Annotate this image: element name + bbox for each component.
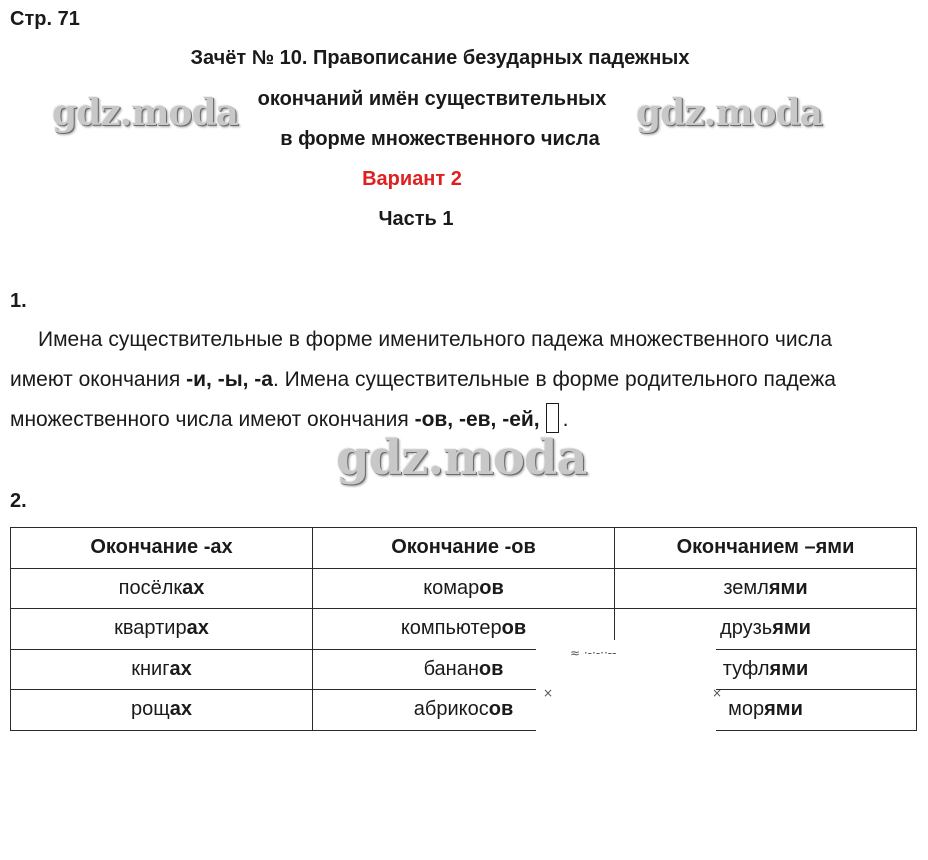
title-line-2: окончаний имён существительных <box>257 88 607 110</box>
header-ending-ah: Окончание -ах <box>11 528 313 569</box>
header-ending-yami: Окончанием –ями <box>615 528 917 569</box>
part-label: Часть 1 <box>378 208 454 230</box>
table-cell <box>11 568 313 609</box>
table-cell <box>615 568 917 609</box>
word-ending: ов <box>488 698 514 721</box>
word-ending: ов <box>501 617 527 640</box>
watermark-logo: gdz.moda <box>336 430 587 486</box>
word-ending: ов <box>478 657 504 680</box>
word-stem: туфл <box>722 657 770 680</box>
table-row <box>11 609 917 650</box>
word-ending: ов <box>479 576 504 599</box>
task-1-number: 1. <box>10 290 27 312</box>
word-ending: ями <box>764 698 803 721</box>
word-ending: ах <box>169 657 192 680</box>
word-ending: ями <box>772 617 811 640</box>
erased-area <box>536 640 716 736</box>
word-stem: земл <box>723 576 769 599</box>
task-1-line-1 <box>10 320 920 360</box>
word-stem: книг <box>131 657 170 680</box>
table-row <box>11 690 917 731</box>
variant-label: Вариант 2 <box>362 168 462 190</box>
word-stem: комар <box>423 576 480 599</box>
scan-artifact: × <box>543 686 554 700</box>
page-number: Стр. 71 <box>10 8 80 30</box>
title-line-3: в форме множественного числа <box>280 128 600 150</box>
answer-box[interactable] <box>546 403 559 433</box>
watermark-logo: gdz.moda <box>636 92 822 134</box>
word-stem: друзь <box>720 617 773 640</box>
word-stem: банан <box>423 657 479 680</box>
table-cell <box>11 690 313 731</box>
task-1-line-3-text: множественного числа имеют окончания <box>10 408 415 431</box>
word-ending: ями <box>769 657 809 680</box>
task-1-line-2-text-a: имеют окончания <box>10 368 187 391</box>
task-1-line-2 <box>10 360 920 400</box>
task-2-number: 2. <box>10 490 27 512</box>
table-cell <box>11 609 313 650</box>
word-ending: ями <box>768 576 808 599</box>
word-stem: абрикос <box>413 698 489 721</box>
scan-artifact: × <box>712 686 723 700</box>
word-ending: ах <box>186 617 209 640</box>
header-ending-ov: Окончание -ов <box>313 528 615 569</box>
table-cell <box>313 568 615 609</box>
word-stem: посёлк <box>118 576 183 599</box>
word-ending: ах <box>182 576 205 599</box>
table-row <box>11 649 917 690</box>
task-1-genitive-endings: -ов, -ев, -ей, <box>414 408 540 431</box>
task-1-text <box>10 320 920 440</box>
task-1-line-1-text: Имена существительные в форме именительного падежа множественного числа <box>38 328 833 351</box>
word-stem: рощ <box>131 698 170 721</box>
table-row <box>11 568 917 609</box>
scan-artifact: ≈ ·-·-··-- <box>570 646 617 660</box>
table-cell <box>11 649 313 690</box>
task-1-nominative-endings: -и, -ы, -а <box>186 368 273 391</box>
watermark-logo: gdz.moda <box>52 92 238 134</box>
word-stem: компьютер <box>400 617 502 640</box>
title-line-1: Зачёт № 10. Правописание безударных падежных <box>190 47 690 69</box>
task-1-line-2-text-b: . Имена существительные в форме родительного падежа <box>272 368 836 391</box>
word-stem: мор <box>728 698 765 721</box>
endings-table <box>10 527 917 731</box>
word-ending: ах <box>169 698 192 721</box>
task-1-line-3-end: . <box>562 408 569 431</box>
table-header-row <box>11 528 917 569</box>
word-stem: квартир <box>114 617 187 640</box>
